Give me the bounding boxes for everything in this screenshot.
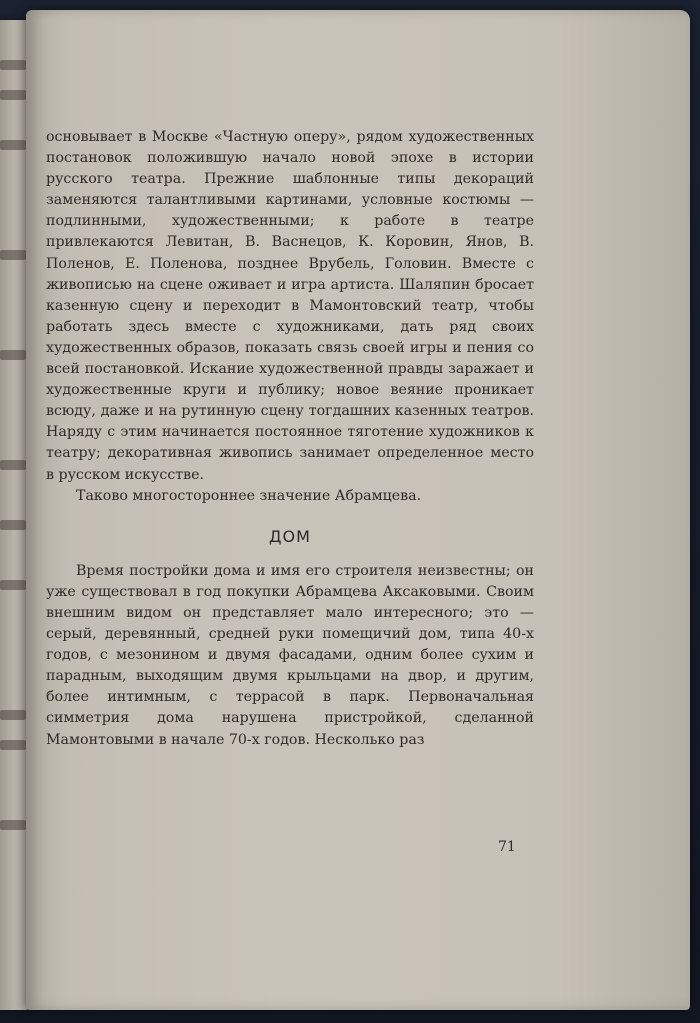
previous-page-text-fragment <box>0 520 26 530</box>
previous-page-text-fragment <box>0 60 26 70</box>
previous-page-text-fragment <box>0 140 26 150</box>
previous-page-text-fragment <box>0 460 26 470</box>
book-page <box>26 10 690 1010</box>
page-text <box>46 127 534 751</box>
section-heading: ДОМ <box>269 526 311 546</box>
previous-page-text-fragment <box>0 580 26 590</box>
paragraph: основывает в Москве «Частную оперу», рядом художественных постановок положившую начало новой эпохе в истории русского театра. Прежние шаблонные типы декораций заменяются талантливыми картинами, условные костюмы — подлинными, художественными; к работе в театре привлекаются Левитан, В. Васнецов, К. Коровин, Янов, В. Поленов, Е. Поленова, позднее Врубель, Головин. Вместе с живописью на сцене оживает и игра артиста. Шаляпин бросает казенную сцену и переходит в Мамонтовский театр, чтобы работать здесь вместе с художниками, дать ряд своих художественных образов, показать связь своей игры и пения со всей постановкой. Искание художественной правды заражает и художественные круги и публику; новое веяние проникает всюду, даже и на рутинную сцену тогдашних казенных театров. Наряду с этим начинается постоянное тяготение художников к театру; декоративная живопись занимает определенное место в русском искусстве. <box>46 129 534 483</box>
previous-page-text-fragment <box>0 740 26 750</box>
previous-page-text-fragment <box>0 350 26 360</box>
previous-page-text-fragment <box>0 250 26 260</box>
page-number: 71 <box>498 839 516 855</box>
previous-page-text-fragment <box>0 90 26 100</box>
previous-page-text-fragment <box>0 710 26 720</box>
paragraph: Время постройки дома и имя его строителя неизвестны; он уже существовал в год покупки Абрамцева Аксаковыми. Своим внешним видом он представляет мало интересного; это — серый, деревянный, средней руки помещичий дом, типа 40-х годов, с мезонином и двумя фасадами, одним более сухим и парадным, выходящим двумя крыльцами на двор, и другим, более интимным, с террасой в парк. Первоначальная симметрия дома нарушена пристройкой, сделанной Мамонтовыми в начале 70-х годов. Несколько раз <box>46 562 534 748</box>
paragraph: Таково многостороннее значение Абрамцева. <box>76 487 422 504</box>
previous-page-text-fragment <box>0 820 26 830</box>
